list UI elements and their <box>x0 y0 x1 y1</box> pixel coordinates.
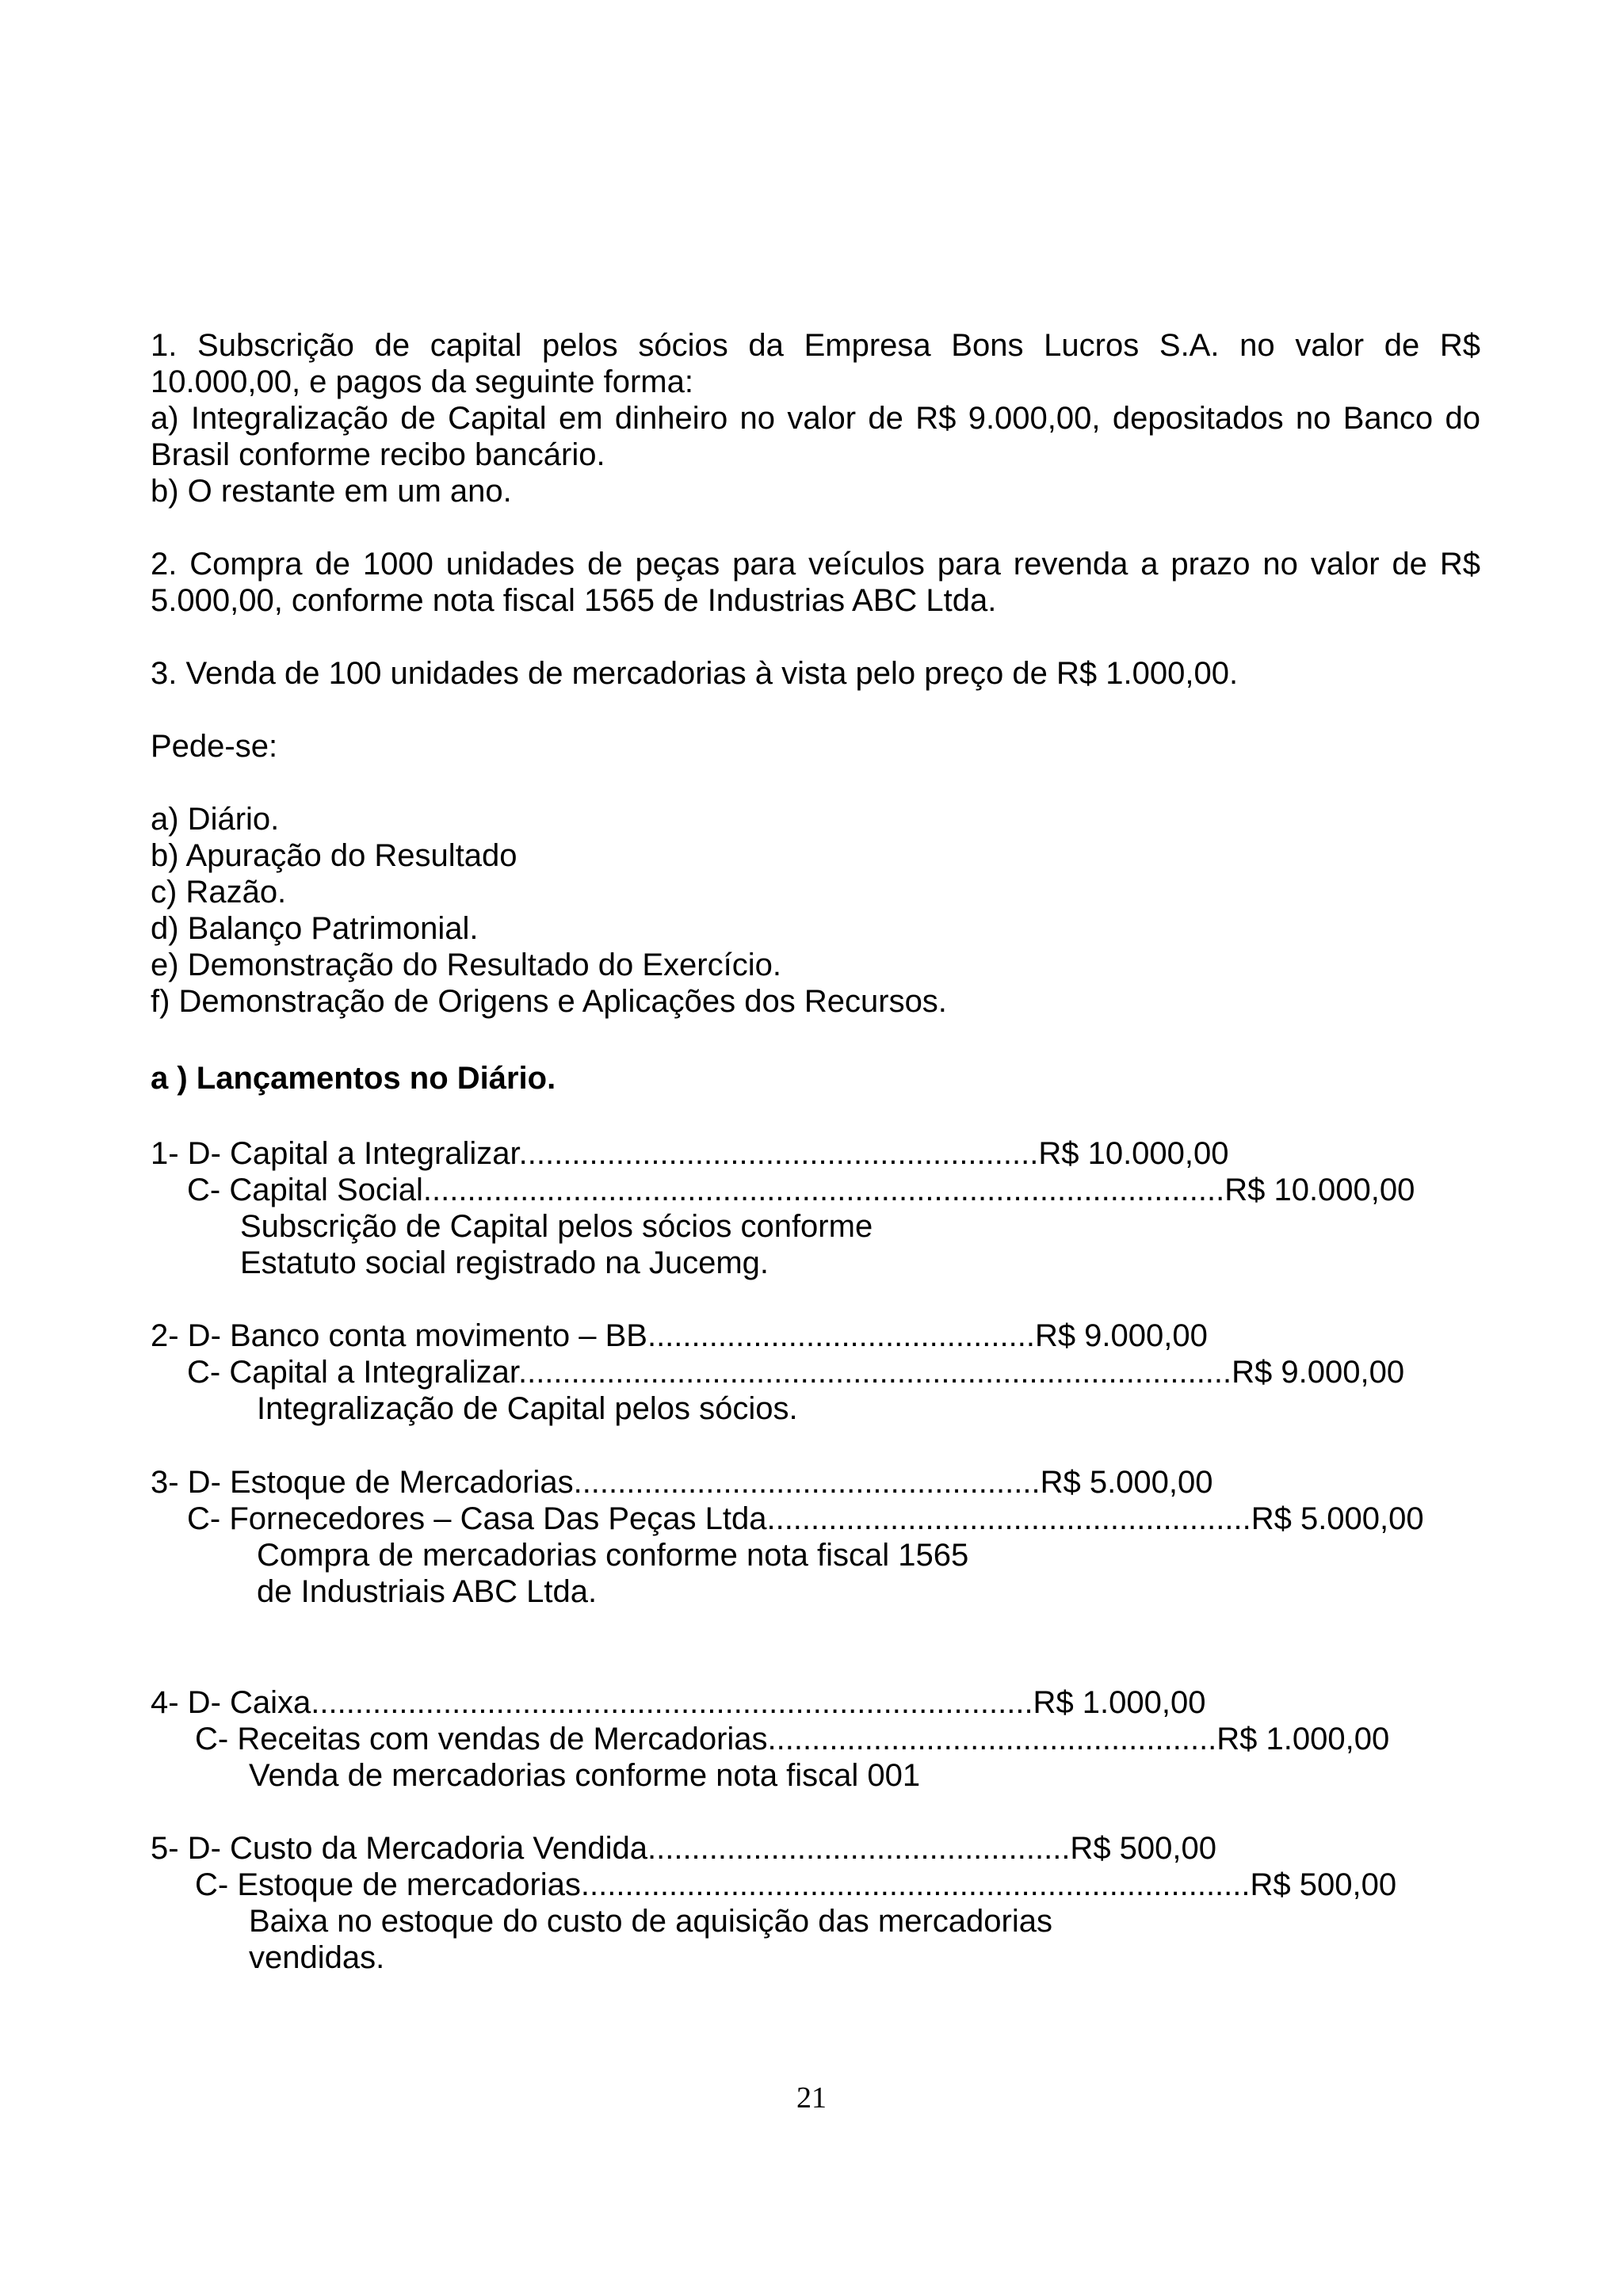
item3-line: 3. Venda de 100 unidades de mercadorias à vista pelo preço de R$ 1.000,00. <box>151 656 1239 691</box>
entry-debit: 4- D- Caixa..................................................................................R$ 1.000,00 <box>151 1685 1206 1720</box>
entry-debit: 2- D- Banco conta movimento – BB............................................R$ 9.000,00 <box>151 1318 1208 1353</box>
ask-item: b) Apuração do Resultado <box>151 838 517 873</box>
ask-item: c) Razão. <box>151 875 287 910</box>
item1-line5: b) O restante em um ano. <box>151 474 512 509</box>
item1-line4: Brasil conforme recibo bancário. <box>151 437 605 472</box>
entry-credit: C- Capital Social...........................................................................................R$ 10.000,00 <box>187 1173 1415 1207</box>
entry-history: Estatuto social registrado na Jucemg. <box>240 1245 769 1280</box>
item1-line1: 1. Subscrição de capital pelos sócios da Empresa Bons Lucros S.A. no valor de R$ <box>151 328 1480 363</box>
entry-debit: 3- D- Estoque de Mercadorias.....................................................R$ 5.000,00 <box>151 1465 1213 1500</box>
entry-credit: C- Capital a Integralizar.................................................................................R$ 9.000,00 <box>187 1355 1405 1390</box>
entry-history: Venda de mercadorias conforme nota fiscal 001 <box>249 1758 921 1793</box>
item1-line2: 10.000,00, e pagos da seguinte forma: <box>151 364 693 399</box>
entry-history: Compra de mercadorias conforme nota fiscal 1565 <box>257 1538 969 1573</box>
entry-history: Subscrição de Capital pelos sócios conforme <box>240 1209 873 1244</box>
entry-credit: C- Fornecedores – Casa Das Peças Ltda.......................................................R$ 5.000,00 <box>187 1501 1424 1536</box>
asks-heading: Pede-se: <box>151 729 278 764</box>
item2-line2: 5.000,00, conforme nota fiscal 1565 de Industrias ABC Ltda. <box>151 583 997 618</box>
entry-history: Integralização de Capital pelos sócios. <box>257 1391 798 1426</box>
entry-history: de Industriais ABC Ltda. <box>257 1574 598 1609</box>
ask-item: f) Demonstração de Origens e Aplicações dos Recursos. <box>151 984 947 1019</box>
entry-debit: 1- D- Capital a Integralizar...........................................................R$ 10.000,00 <box>151 1136 1229 1171</box>
entry-debit: 5- D- Custo da Mercadoria Vendida................................................R$ 500,00 <box>151 1831 1217 1866</box>
ask-item: d) Balanço Patrimonial. <box>151 911 479 946</box>
item2-line1: 2. Compra de 1000 unidades de peças para veículos para revenda a prazo no valor de R$ <box>151 547 1480 582</box>
page-number: 21 <box>796 2081 827 2115</box>
section-title: a ) Lançamentos no Diário. <box>151 1061 556 1096</box>
entry-credit: C- Estoque de mercadorias............................................................................R$ 500,00 <box>195 1867 1397 1902</box>
ask-item: e) Demonstração do Resultado do Exercício. <box>151 948 781 982</box>
item1-line3: a) Integralização de Capital em dinheiro no valor de R$ 9.000,00, depositados no Banco do <box>151 401 1480 436</box>
ask-item: a) Diário. <box>151 802 280 837</box>
entry-history: vendidas. <box>249 1940 385 1975</box>
entry-history: Baixa no estoque do custo de aquisição das mercadorias <box>249 1904 1052 1939</box>
entry-credit: C- Receitas com vendas de Mercadorias...................................................R$ 1.000,00 <box>195 1722 1390 1756</box>
